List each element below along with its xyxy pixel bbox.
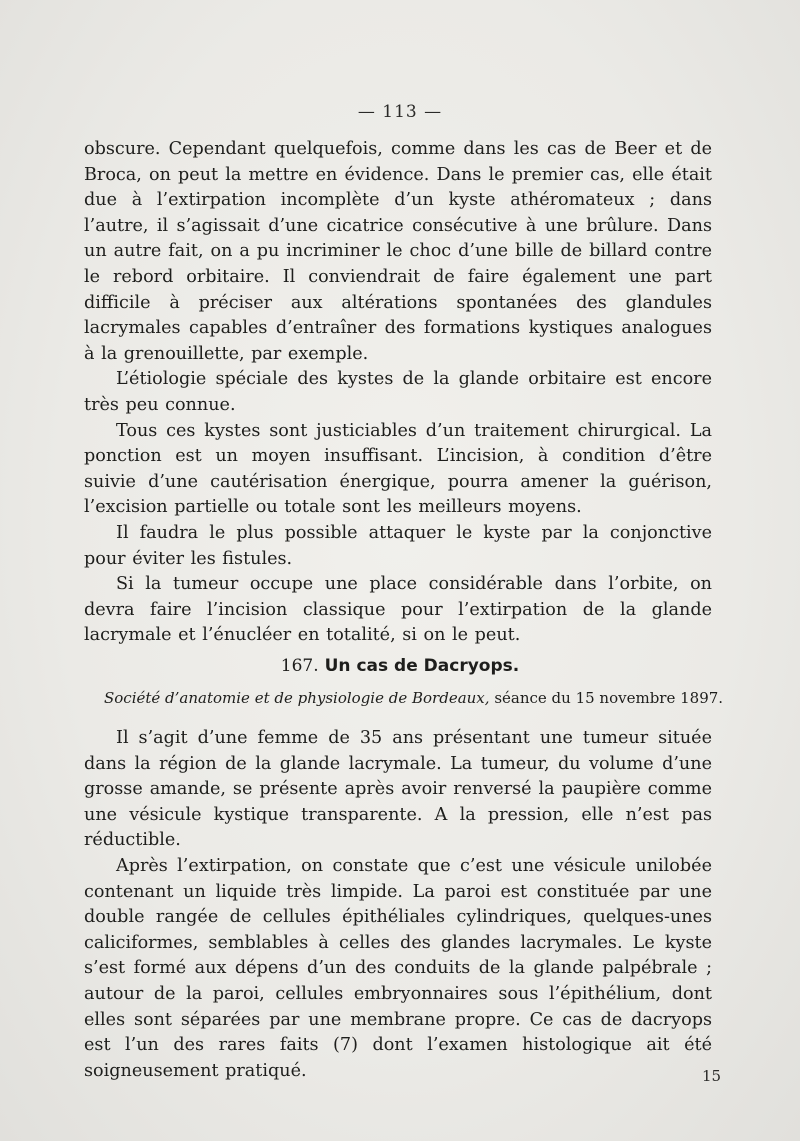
source-society: Société d’anatomie et de physiologie de Bordeaux,: [104, 689, 490, 707]
body-text: [84, 137, 712, 649]
page-number: — 113 —: [357, 102, 443, 122]
paragraph: Il s’agit d’une femme de 35 ans présentant une tumeur située dans la région de la glande lacrymale. La tumeur, du volume d’une grosse amande, se présente après avoir renversé la paupière comme une vésicule kystique transparente. A la pression, elle n’est pas réductible.: [84, 728, 712, 851]
section-heading: [0, 656, 800, 676]
source-date: séance du 15 novembre 1897.: [489, 689, 724, 707]
section-number: 167.: [280, 656, 319, 676]
section-title: Un cas de Dacryops.: [324, 656, 520, 676]
paragraph: obscure. Cependant quelquefois, comme dans les cas de Beer et de Broca, on peut la mettre en évidence. Dans le premier cas, elle était due à l’extirpation incomplète d’un kyste athéromateux ; dans l’autre, il s’agissait d’une cicatrice consécutive à une brûlure. Dans un autre fait, on a pu incriminer le choc d’une bille de billard contre le rebord orbitaire. Il conviendrait de faire également une part difficile à préciser aux altérations spontanées des glandules lacrymales capables d’entraîner des formations kystiques analogues à la grenouillette, par exemple.: [84, 139, 712, 364]
paragraph: L’étiologie spéciale des kystes de la glande orbitaire est encore très peu connue.: [84, 369, 712, 415]
paragraph: Si la tumeur occupe une place considérable dans l’orbite, on devra faire l’incision classique pour l’extirpation de la glande lacrymale et l’énucléer en totalité, si on le peut.: [84, 574, 712, 646]
section-body-text: [84, 726, 712, 1084]
printer-signature: 15: [702, 1067, 722, 1085]
paragraph: Il faudra le plus possible attaquer le kyste par la conjonctive pour éviter les fistules.: [84, 522, 712, 569]
paragraph: Tous ces kystes sont justiciables d’un traitement chirurgical. La ponction est un moyen insuffisant. L’incision, à condition d’être suivie d’une cautérisation énergique, pourra amener la guérison, l’excision partielle ou totale sont les meilleurs moyens.: [84, 420, 712, 518]
paragraph: Après l’extirpation, on constate que c’est une vésicule unilobée contenant un liquide très limpide. La paroi est constituée par une double rangée de cellules épithéliales cylindriques, quelques-unes caliciformes, semblables à celles des glandes lacrymales. Le kyste s’est formé aux dépens d’un des conduits de la glande palpébrale ; autour de la paroi, cellules embryonnaires sous l’épithélium, dont elles sont séparées par une membrane propre. Ce cas de dacryops est l’un des rares faits (7) dont l’examen histologique ait été soigneusement pratiqué.: [84, 855, 712, 1081]
source-citation: [104, 689, 724, 707]
